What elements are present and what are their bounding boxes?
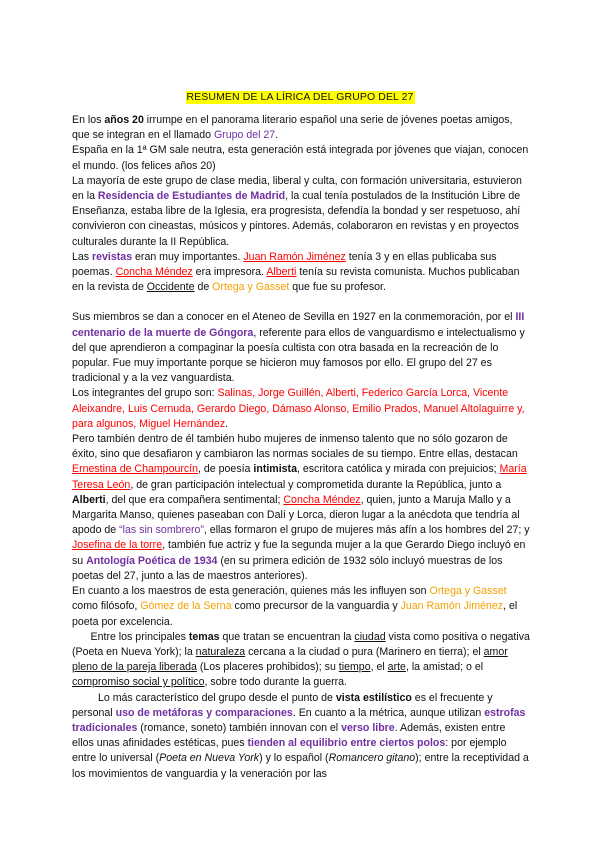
paragraph (72, 143, 530, 173)
paragraph (72, 386, 530, 432)
styled-text: Josefina de la torre (72, 539, 163, 552)
styled-text: “las sin sombrero” (119, 524, 204, 537)
styled-text: Ernestina de Champourcín (72, 463, 199, 476)
text-run: Pero también dentro de él también hubo mujeres de inmenso talento que no sólo gozaron de éxito, sino que desafiaron y cambiaron las normas sociales de su tiempo. Entre ellas, destacan (72, 433, 518, 461)
styled-text: estrofas tradicionales (72, 706, 526, 734)
text-run: , el poeta por excelencia. (72, 600, 518, 628)
text-run: La mayoría de este grupo de clase media, liberal y culta, con formación universitaria, estuvieron en la (72, 174, 522, 203)
styled-text: Ortega y Gasset (212, 281, 290, 294)
styled-text: Grupo del 27 (213, 129, 276, 142)
styled-text: Gómez de la Serna (140, 600, 232, 613)
paragraph (72, 432, 530, 584)
text-run: como precursor de la vanguardia y (231, 600, 401, 613)
styled-text: revistas (92, 250, 133, 263)
paragraph (72, 310, 530, 386)
text-run: Sus miembros se dan a conocer en el Ateneo de Sevilla en 1927 en la conmemoración, por el (72, 311, 516, 324)
text-run: , de gran participación intelectual y comprometida durante la República, junto a (130, 478, 502, 491)
text-run: de (194, 281, 213, 294)
styled-text: tiempo (338, 661, 371, 674)
text-run: , de poesía (198, 463, 254, 476)
styled-text: arte (387, 661, 406, 674)
text-run: , escritora católica y mirada con prejuicios; (296, 463, 500, 476)
text-run: En los (72, 114, 105, 126)
styled-text: verso libre (341, 721, 395, 734)
text-run: Los integrantes del grupo son: (72, 387, 218, 400)
text-run: vista como positiva o negativa (Poeta en Nueva York); la (72, 630, 530, 658)
text-run: , el (370, 661, 388, 674)
paragraph-spacer (72, 295, 530, 310)
styled-text: Ortega y Gasset (429, 585, 507, 598)
paragraph (72, 250, 530, 296)
text-run: tenía 3 y en ellas publicaba sus poemas. (72, 250, 497, 279)
text-run: que fue su profesor. (289, 281, 386, 294)
text-run: . Además, existen entre ellos unas afinidades estéticas, pues (72, 721, 506, 750)
styled-text: III centenario de la muerte de Góngora (72, 311, 525, 339)
styled-text: Juan Ramón Jiménez (243, 250, 346, 263)
text-run: En cuanto a los maestros de esta generación, quienes más les influyen son (72, 585, 430, 598)
text-run: , del que era compañera sentimental; (105, 493, 284, 506)
styled-text: ciudad (354, 630, 386, 643)
styled-text: temas (188, 630, 220, 643)
styled-text: Antología Poética de 1934 (86, 554, 218, 567)
text-run: , ellas formaron el grupo de mujeres más afín a los hombres del 27; y (203, 524, 530, 537)
text-run: es el frecuente y personal (72, 691, 493, 719)
text-run: Entre los principales (90, 630, 189, 643)
text-run: , referente para ellos de vanguardismo e intelectualismo y del que aprendieron a compaginar la poesía cultista con otra basada en la recreación de lo popular. Fue muy importante porque se hicieron muy famosos por ello. El grupo del 27 es tradicional y a la vez vanguardista. (72, 326, 525, 385)
styled-text: Alberti (72, 493, 106, 506)
text-run: , quien, junto a Maruja Mallo y a Margarita Manso, quienes paseaban con Dalí y Lorca, dieron lugar a la anécdota que tendría al apodo de (72, 493, 520, 537)
text-run: que tratan se encuentran la (219, 630, 355, 643)
text-run: era impresora. (192, 266, 267, 279)
styled-text: tienden al equilibrio entre ciertos polos (247, 737, 446, 750)
text-run: irrumpe en el panorama literario español una serie de jóvenes poetas amigos, que se integran en el llamado (72, 114, 513, 142)
text-run: , sobre todo durante la guerra. (204, 676, 347, 689)
styled-text: Concha Méndez (115, 266, 193, 279)
styled-text: Concha Méndez (283, 493, 361, 506)
styled-text: naturaleza (195, 645, 246, 658)
text-run: (romance, soneto) también innovan con el (137, 721, 342, 734)
styled-text: Residencia de Estudiantes de Madrid (97, 190, 286, 203)
styled-text: Romancero gitano (328, 752, 416, 765)
text-run: ); entre la receptividad a los movimientos de vanguardia y la veneración por las (72, 752, 529, 780)
text-run: como filósofo, (72, 600, 141, 613)
text-run: . (225, 417, 229, 430)
styled-text: Poeta en Nueva York (159, 752, 260, 765)
document-title: RESUMEN DE LA LÍRICA DEL GRUPO DEL 27 (186, 91, 414, 103)
document-body (72, 113, 530, 782)
text-run: . (275, 129, 279, 142)
title-container (0, 87, 600, 105)
styled-text: María Teresa León (72, 463, 527, 491)
styled-text: vista estilístico (335, 691, 412, 704)
styled-text: Occidente (146, 281, 195, 294)
paragraph (72, 691, 530, 782)
text-run: Las (72, 250, 93, 263)
paragraph (72, 630, 530, 691)
text-run: : por ejemplo entre lo universal ( (72, 737, 507, 765)
styled-text: amor pleno de la pareja liberada (72, 645, 508, 674)
text-run: (Los placeres prohibidos); su (196, 661, 339, 674)
text-run: España en la 1ª GM sale neutra, esta generación está integrada por jóvenes que viajan, conocen el mundo. (los felices años 20) (72, 144, 529, 172)
styled-text: compromiso social y político (72, 676, 205, 689)
text-run: . En cuanto a la métrica, aunque utilizan (292, 706, 485, 719)
styled-text: años 20 (104, 114, 144, 126)
text-run: ) y lo español ( (259, 752, 329, 765)
text-run: , la cual tenía postulados de la Institución Libre de Enseñanza, estaba libre de la Iglesia, era progresista, defendía la bondad y ser respetuoso, ahí convivieron con cineastas, músicos y pintores. Además, colaboraron en revistas y en proyectos culturales durante la II República. (72, 190, 521, 248)
styled-text: uso de metáforas y comparaciones (115, 706, 293, 719)
styled-text: Juan Ramón Jiménez (400, 600, 504, 613)
text-run: cercana a la ciudad o pura (Marinero en tierra); el (245, 645, 484, 658)
paragraph (72, 113, 530, 143)
styled-text: Salinas, Jorge Guillén, Alberti, Federico García Lorca, Vicente Aleixandre, Luis Cernuda, Gerardo Diego, Dámaso Alonso, Emilio Prados, Manuel Altolaguirre y, para algunos, Miguel Hernández (72, 387, 525, 430)
paragraph (72, 584, 530, 630)
text-run: tenía su revista comunista. Muchos publicaban en la revista de (72, 266, 520, 294)
text-run: (en su primera edición de 1932 sólo incluyó muestras de los poetas del 27, junto a las de maestros anteriores). (72, 554, 503, 582)
text-run: Lo más característico del grupo desde el punto de (97, 691, 336, 704)
text-run: , también fue actriz y fue la segunda mujer a la que Gerardo Diego incluyó en su (72, 539, 526, 567)
styled-text: intimista (253, 463, 297, 476)
text-run: eran muy importantes. (132, 250, 244, 263)
styled-text: Alberti (266, 266, 297, 279)
text-run: , la amistad; o el (405, 661, 484, 674)
paragraph (72, 174, 530, 250)
